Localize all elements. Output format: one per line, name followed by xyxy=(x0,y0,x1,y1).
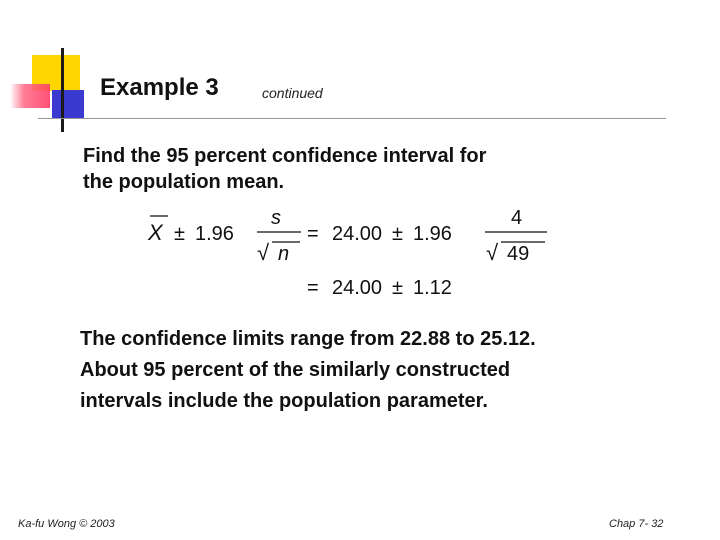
z-value: 1.96 xyxy=(195,223,234,245)
sample-size-value: 49 xyxy=(507,243,530,265)
conclusion-line: The confidence limits range from 22.88 to 25.12. xyxy=(80,328,536,350)
std-dev-symbol: s xyxy=(271,207,281,229)
intro-text xyxy=(83,143,486,195)
xbar-symbol: X xyxy=(148,220,163,245)
sigma-value: 4 xyxy=(511,207,523,229)
title-divider-line xyxy=(38,118,666,119)
sqrt-symbol: √ xyxy=(257,240,270,265)
sample-mean-value: 24.00 xyxy=(332,223,383,245)
equals-symbol: = xyxy=(307,223,319,245)
margin-of-error-value: 1.12 xyxy=(413,277,452,299)
decorative-vertical-line xyxy=(61,48,64,132)
sample-mean-value: 24.00 xyxy=(332,277,383,299)
plus-minus-symbol: ± xyxy=(392,277,403,299)
sqrt-symbol: √ xyxy=(486,240,499,265)
footer-author: Ka-fu Wong © 2003 xyxy=(18,518,115,530)
decorative-pink-block xyxy=(10,84,50,108)
confidence-interval-formula xyxy=(140,200,560,305)
plus-minus-symbol: ± xyxy=(174,223,185,245)
conclusion-line: About 95 percent of the similarly constructed xyxy=(80,359,511,381)
conclusion-text xyxy=(80,324,536,417)
slide-title: Example 3 xyxy=(100,74,219,101)
equals-symbol: = xyxy=(307,277,319,299)
decorative-blue-block xyxy=(52,90,84,118)
conclusion-line: intervals include the population parameter. xyxy=(80,390,488,412)
slide-title-suffix: continued xyxy=(262,85,323,101)
footer-page-number: Chap 7- 32 xyxy=(609,518,664,530)
sample-size-symbol: n xyxy=(278,243,290,265)
z-value: 1.96 xyxy=(413,223,452,245)
intro-line: Find the 95 percent confidence interval for xyxy=(83,145,487,167)
intro-line: the population mean. xyxy=(83,171,285,193)
plus-minus-symbol: ± xyxy=(392,223,403,245)
